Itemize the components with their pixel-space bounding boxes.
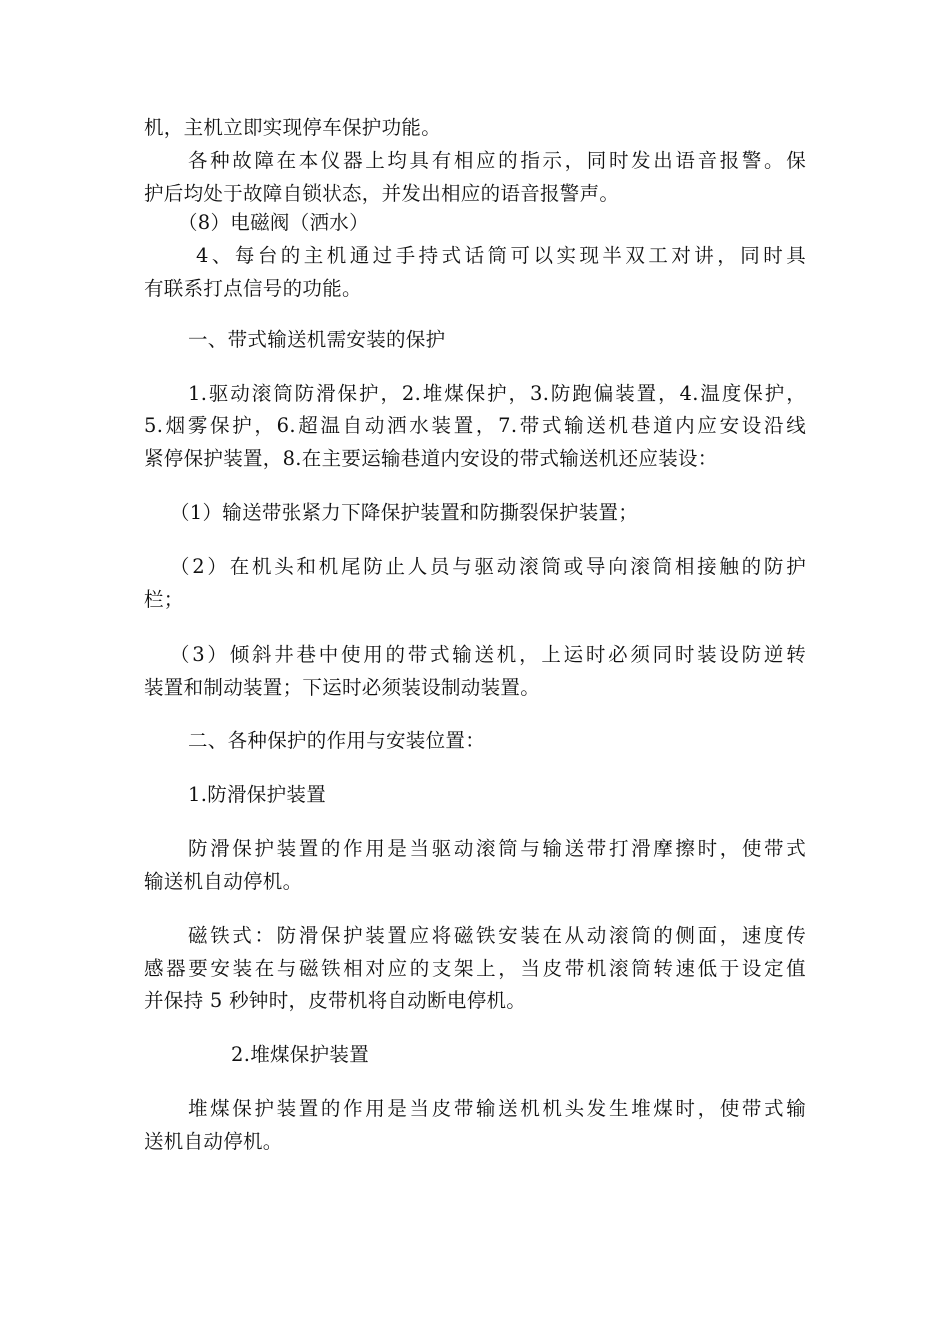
subsection-heading: 2.堆煤保护装置 [231, 1043, 370, 1066]
paragraph-line: 机，主机立即实现停车保护功能。 [144, 116, 442, 139]
paragraph-line: 防滑保护装置的作用是当驱动滚筒与输送带打滑摩擦时，使带式 [188, 837, 806, 860]
paragraph-line: 送机自动停机。 [144, 1130, 283, 1153]
section-heading: 一、带式输送机需安装的保护 [188, 328, 446, 351]
paragraph-line: 5.烟雾保护，6.超温自动洒水装置，7.带式输送机巷道内应安设沿线 [144, 414, 806, 437]
paragraph-line: 护后均处于故障自锁状态，并发出相应的语音报警声。 [144, 182, 620, 205]
list-item-continuation: 装置和制动装置；下运时必须装设制动装置。 [144, 676, 541, 699]
paragraph-line: 输送机自动停机。 [144, 870, 303, 893]
paragraph-line: 磁铁式：防滑保护装置应将磁铁安装在从动滚筒的侧面，速度传 [188, 924, 806, 947]
paragraph-line: 4、每台的主机通过手持式话筒可以实现半双工对讲，同时具 [196, 244, 806, 267]
list-item-continuation: 栏； [144, 588, 184, 611]
paragraph-line: 各种故障在本仪器上均具有相应的指示，同时发出语音报警。保 [188, 149, 806, 172]
paragraph-line: 并保持 5 秒钟时，皮带机将自动断电停机。 [144, 989, 527, 1012]
section-heading: 二、各种保护的作用与安装位置： [188, 729, 486, 752]
list-item: （3）倾斜井巷中使用的带式输送机，上运时必须同时装设防逆转 [170, 643, 806, 666]
paragraph-line: 堆煤保护装置的作用是当皮带输送机机头发生堆煤时，使带式输 [188, 1097, 806, 1120]
paragraph-line: 1.驱动滚筒防滑保护，2.堆煤保护，3.防跑偏装置，4.温度保护， [188, 382, 806, 405]
paragraph-line: 感器要安装在与磁铁相对应的支架上，当皮带机滚筒转速低于设定值 [144, 957, 806, 980]
paragraph-line: 紧停保护装置，8.在主要运输巷道内安设的带式输送机还应装设： [144, 447, 718, 470]
paragraph-line: 有联系打点信号的功能。 [144, 277, 362, 300]
subsection-heading: 1.防滑保护装置 [188, 783, 327, 806]
list-item: （1）输送带张紧力下降保护装置和防撕裂保护装置； [170, 501, 639, 524]
list-item: （2）在机头和机尾防止人员与驱动滚筒或导向滚筒相接触的防护 [170, 555, 806, 578]
list-item-heading: （8）电磁阀（洒水） [178, 211, 369, 234]
